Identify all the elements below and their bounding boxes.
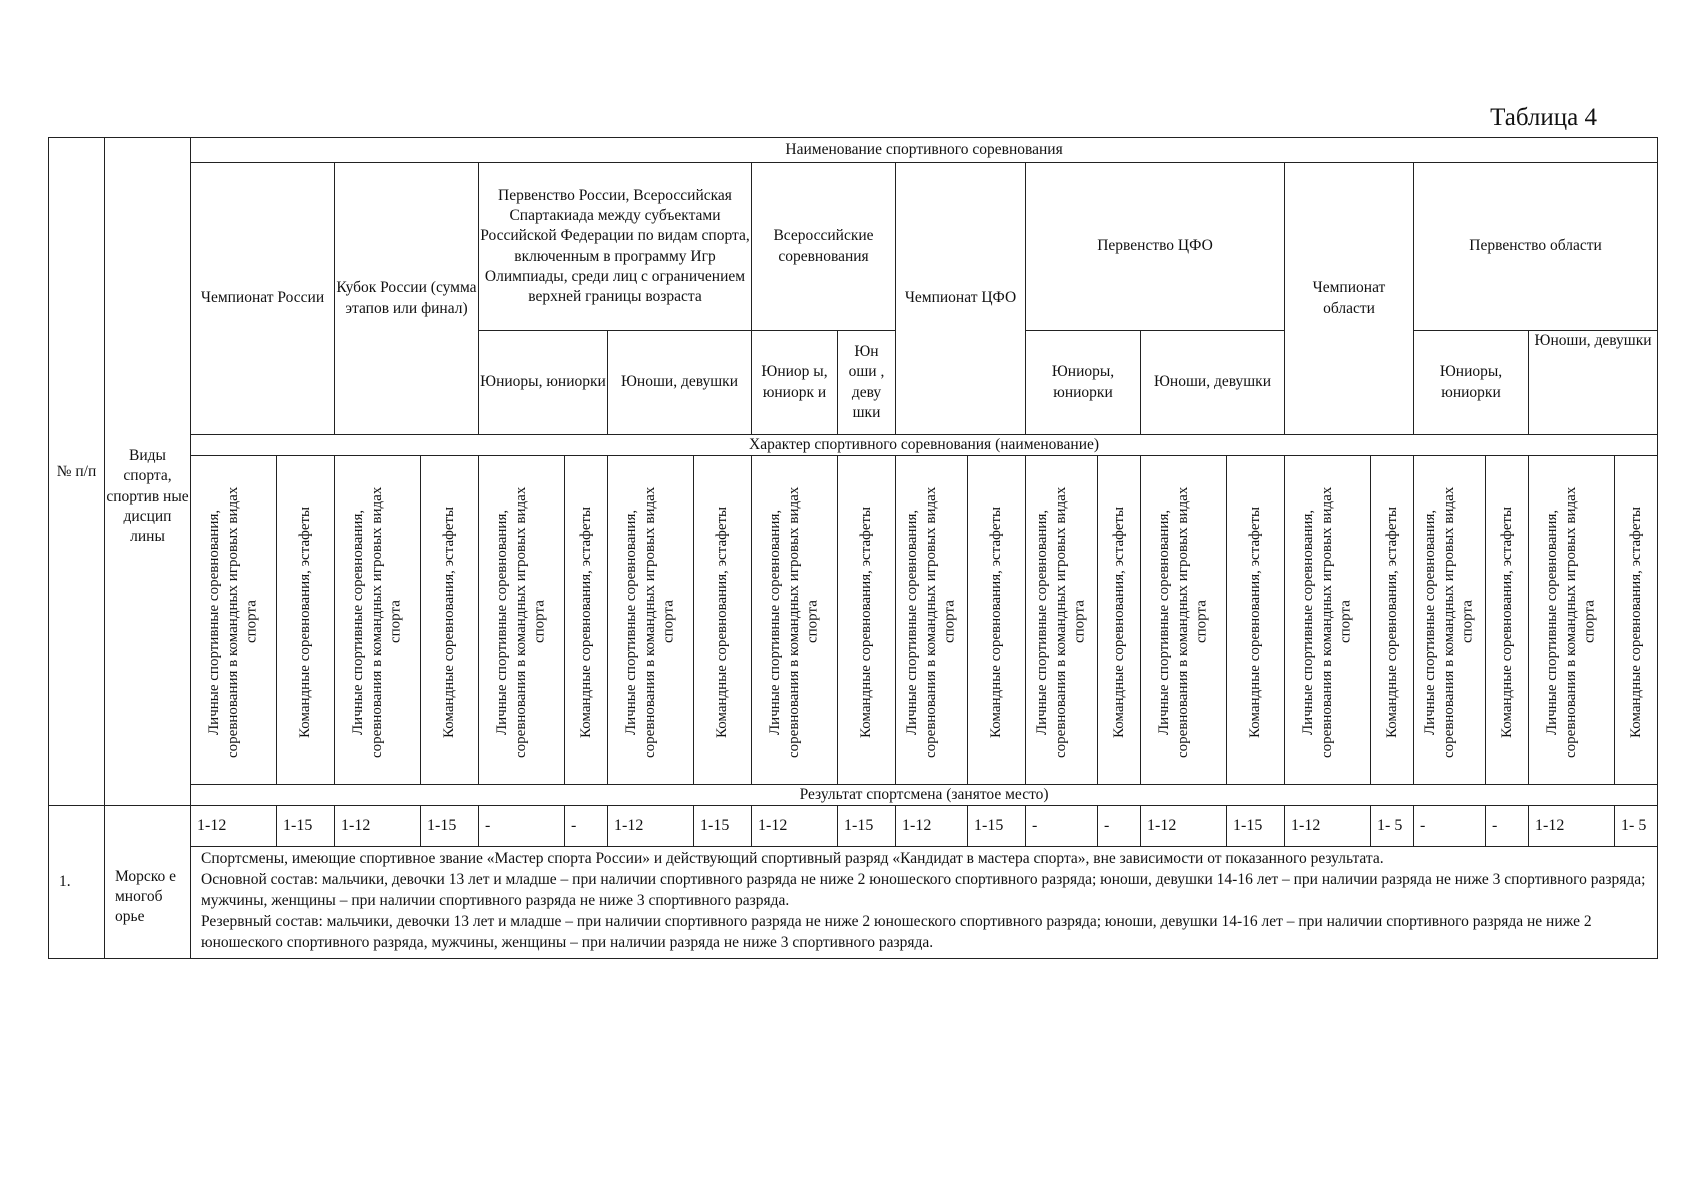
personal-competition-header xyxy=(1529,456,1615,785)
vertical-label: Личные спортивные соревнования, соревнования в командных игровых видах спорта xyxy=(1422,486,1476,758)
personal-competition-header xyxy=(1141,456,1227,785)
header-row-2 xyxy=(49,163,1658,331)
character-header: Характер спортивного соревнования (наименование) xyxy=(191,435,1658,456)
team-competition-header xyxy=(694,456,752,785)
group-juniors: Юниор ы, юниорк и xyxy=(752,331,838,435)
group-juniors: Юниоры, юниорки xyxy=(1026,331,1141,435)
result-value: 1-12 xyxy=(896,806,968,847)
vertical-label: Командные соревнования, эстафеты xyxy=(577,506,594,738)
result-value: - xyxy=(1026,806,1098,847)
team-competition-header xyxy=(1098,456,1141,785)
vertical-label: Личные спортивные соревнования, соревнования в командных игровых видах спорта xyxy=(904,486,958,758)
note-masters: Спортсмены, имеющие спортивное звание «Мастер спорта России» и действующий спортивный разряд «Кандидат в мастера спорта», вне зависимости от показанного результата. xyxy=(201,850,1384,868)
team-competition-header xyxy=(968,456,1026,785)
result-value: 1-15 xyxy=(968,806,1026,847)
team-competition-header xyxy=(565,456,608,785)
header-row-6 xyxy=(49,785,1658,806)
comp-pervenstvo-cfo: Первенство ЦФО xyxy=(1026,163,1285,331)
personal-competition-header xyxy=(335,456,421,785)
result-value: 1-12 xyxy=(752,806,838,847)
vertical-label: Личные спортивные соревнования, соревнования в командных игровых видах спорта xyxy=(767,486,821,758)
personal-competition-header xyxy=(608,456,694,785)
vertical-label: Личные спортивные соревнования, соревнования в командных игровых видах спорта xyxy=(350,486,404,758)
personal-competition-header xyxy=(1026,456,1098,785)
note-main-team: Основной состав: мальчики, девочки 13 лет и младше – при наличии спортивного разряда не ниже 2 юношеского спортивного разряда; юноши, девушки 14-16 лет – при наличии разряда не ниже 3 спортивного разряда; мужчины, женщины – при наличии спортивного разряда не ниже 3 спортивного разряда. xyxy=(201,871,1646,910)
vertical-label: Личные спортивные соревнования, соревнования в командных игровых видах спорта xyxy=(1034,486,1088,758)
personal-competition-header xyxy=(1285,456,1371,785)
vertical-label: Командные соревнования, эстафеты xyxy=(858,506,875,738)
vertical-label: Командные соревнования, эстафеты xyxy=(1383,506,1400,738)
personal-competition-header xyxy=(896,456,968,785)
team-competition-header xyxy=(1371,456,1414,785)
row-number: 1. xyxy=(49,806,105,959)
result-value: 1- 5 xyxy=(1371,806,1414,847)
result-value: 1-15 xyxy=(1227,806,1285,847)
group-juniors: Юниоры, юниорки xyxy=(1414,331,1529,435)
vertical-label: Личные спортивные соревнования, соревнования в командных игровых видах спорта xyxy=(623,486,677,758)
comp-champ-region: Чемпионат области xyxy=(1285,163,1414,435)
table-title: Таблица 4 xyxy=(1490,104,1597,131)
team-competition-header xyxy=(1486,456,1529,785)
header-row-1 xyxy=(49,138,1658,163)
group-youth: Юноши, девушки xyxy=(1529,331,1658,435)
personal-competition-header xyxy=(1414,456,1486,785)
result-value: 1-12 xyxy=(1285,806,1371,847)
vertical-label: Личные спортивные соревнования, соревнования в командных игровых видах спорта xyxy=(1544,486,1598,758)
sport-header: Виды спорта, спортив ные дисцип лины xyxy=(105,138,191,806)
result-value: - xyxy=(1486,806,1529,847)
vertical-label: Командные соревнования, эстафеты xyxy=(1498,506,1515,738)
result-value: - xyxy=(479,806,565,847)
comp-pervenstvo-russia: Первенство России, Всероссийская Спартакиада между субъектами Российской Федерации по видам спорта, включенным в программу Игр Олимпиады, среди лиц с ограничением верхней границы возраста xyxy=(479,163,752,331)
comp-cup-russia: Кубок России (сумма этапов или финал) xyxy=(335,163,479,435)
personal-competition-header xyxy=(191,456,277,785)
personal-competition-header xyxy=(479,456,565,785)
header-row-4 xyxy=(49,435,1658,456)
num-header: № п/п xyxy=(49,138,105,806)
result-value: - xyxy=(1098,806,1141,847)
vertical-label: Командные соревнования, эстафеты xyxy=(988,506,1005,738)
result-header: Результат спортсмена (занятое место) xyxy=(191,785,1658,806)
team-competition-header xyxy=(421,456,479,785)
result-value: 1- 5 xyxy=(1615,806,1658,847)
vertical-label: Личные спортивные соревнования, соревнования в командных игровых видах спорта xyxy=(1300,486,1354,758)
comp-pervenstvo-region: Первенство области xyxy=(1414,163,1658,331)
result-value: 1-12 xyxy=(191,806,277,847)
team-competition-header xyxy=(838,456,896,785)
group-youth: Юноши, девушки xyxy=(1141,331,1285,435)
qualification-table xyxy=(48,137,1658,959)
row-sport: Морско е многоб орье xyxy=(105,806,191,959)
team-competition-header xyxy=(1227,456,1285,785)
table-body xyxy=(49,138,1658,959)
team-competition-header xyxy=(277,456,335,785)
group-youth: Юноши, девушки xyxy=(608,331,752,435)
comp-champ-russia: Чемпионат России xyxy=(191,163,335,435)
personal-competition-header xyxy=(752,456,838,785)
result-value: 1-15 xyxy=(421,806,479,847)
competition-name-header: Наименование спортивного соревнования xyxy=(191,138,1658,163)
note-reserve-team: Резервный состав: мальчики, девочки 13 лет и младше – при наличии спортивного разряда не ниже 2 юношеского спортивного разряда; юноши, девушки 14-16 лет – при наличии спортивного разряда не ниже 2 юношеского спортивного разряда, мужчины, женщины – при наличии разряда не ниже 3 спортивного разряда. xyxy=(201,913,1592,951)
vertical-label: Командные соревнования, эстафеты xyxy=(441,506,458,738)
vertical-label: Командные соревнования, эстафеты xyxy=(1247,506,1264,738)
team-competition-header xyxy=(1615,456,1658,785)
result-value: 1-12 xyxy=(1529,806,1615,847)
result-value: 1-15 xyxy=(838,806,896,847)
vertical-label: Личные спортивные соревнования, соревнования в командных игровых видах спорта xyxy=(206,486,260,758)
comp-all-russian: Всероссийские соревнования xyxy=(752,163,896,331)
result-value: 1-12 xyxy=(335,806,421,847)
group-juniors: Юниоры, юниорки xyxy=(479,331,608,435)
vertical-label: Командные соревнования, эстафеты xyxy=(1627,506,1644,738)
qualification-notes xyxy=(191,847,1658,959)
result-value: 1-15 xyxy=(694,806,752,847)
comp-champ-cfo: Чемпионат ЦФО xyxy=(896,163,1026,435)
vertical-label: Личные спортивные соревнования, соревнования в командных игровых видах спорта xyxy=(1156,486,1210,758)
result-value: - xyxy=(1414,806,1486,847)
result-value: 1-12 xyxy=(1141,806,1227,847)
vertical-label: Командные соревнования, эстафеты xyxy=(297,506,314,738)
result-value: - xyxy=(565,806,608,847)
result-value: 1-12 xyxy=(608,806,694,847)
notes-row xyxy=(49,847,1658,959)
result-value: 1-15 xyxy=(277,806,335,847)
result-row xyxy=(49,806,1658,847)
vertical-label: Личные спортивные соревнования, соревнования в командных игровых видах спорта xyxy=(494,486,548,758)
vertical-label: Командные соревнования, эстафеты xyxy=(714,506,731,738)
group-youth: Юн оши , деву шки xyxy=(838,331,896,435)
vertical-label: Командные соревнования, эстафеты xyxy=(1110,506,1127,738)
header-row-5 xyxy=(49,456,1658,785)
